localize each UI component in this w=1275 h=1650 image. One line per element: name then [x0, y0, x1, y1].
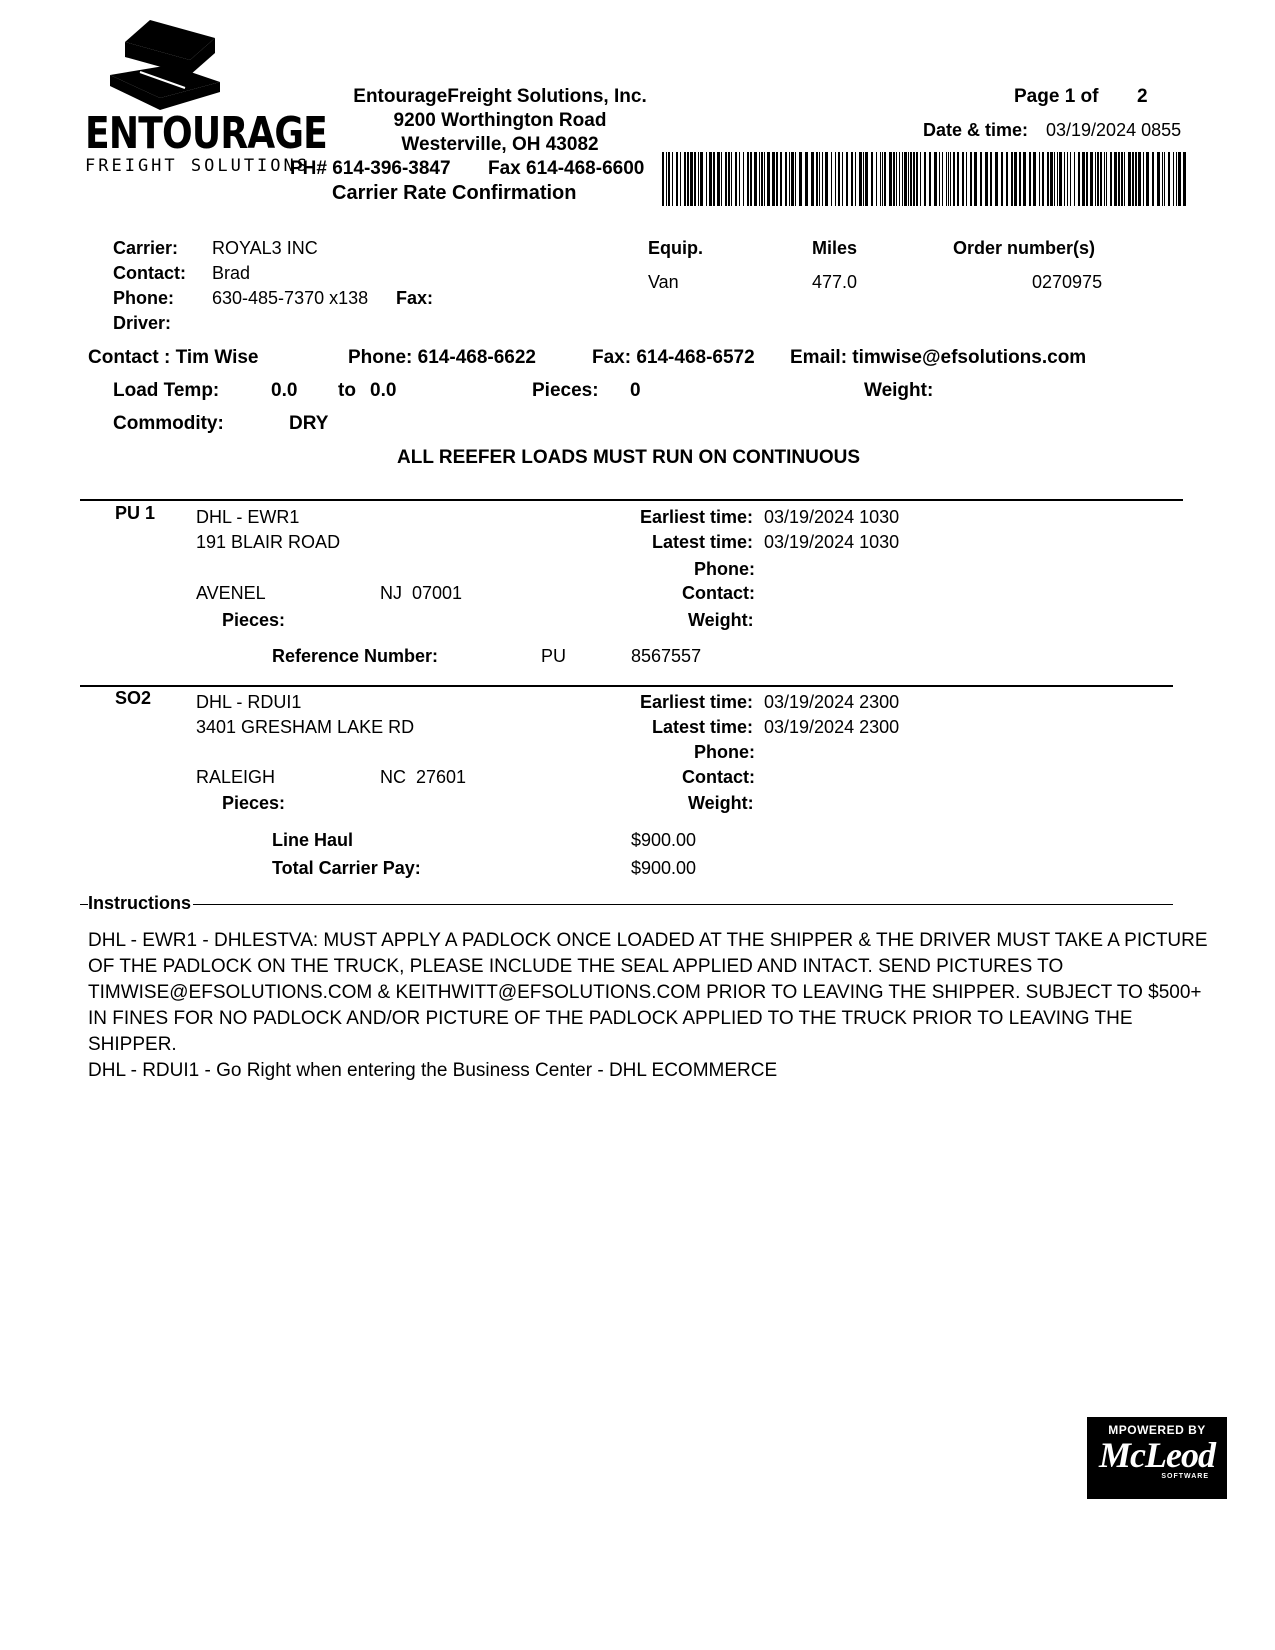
stacked-boxes-icon — [110, 20, 225, 120]
order-number-label: Order number(s) — [953, 238, 1096, 258]
datetime-label: Date & time: — [923, 120, 1029, 140]
stop-2-earliest: 03/19/2024 2300 — [764, 692, 900, 712]
broker-phone: Phone: 614-468-6622 — [348, 347, 536, 368]
reefer-notice: ALL REEFER LOADS MUST RUN ON CONTINUOUS — [397, 447, 861, 468]
instructions-paragraph-1: DHL - EWR1 - DHLESTVA: MUST APPLY A PADLOCK ONCE LOADED AT THE SHIPPER & THE DRIVER MUST TAKE A PICTURE OF THE PADLOCK ON THE TRUCK, PLEASE INCLUDE THE SEAL APPLIED AND INTACT. SEND PICTURES TO TIMWISE@EFSOLUTIONS.COM & KEITHWITT@EFSOLUTIONS.COM PRIOR TO LEAVING THE SHIPPER. SUBJECT TO $500+ IN FINES FOR NO PADLOCK AND/OR PICTURE OF THE PADLOCK APPLIED TO THE TRUCK PRIOR TO LEAVING THE SHIPPER. — [88, 930, 1208, 1055]
instructions-paragraph-2: DHL - RDUI1 - Go Right when entering the Business Center - DHL ECOMMERCE — [88, 1060, 778, 1081]
stop-1-latest-label: Latest time: — [652, 532, 754, 552]
stop-2-name: DHL - RDUI1 — [196, 692, 302, 712]
broker-contact: Contact : Tim Wise — [88, 347, 259, 368]
company-fax: Fax 614-468-6600 — [488, 158, 645, 179]
stop-1-latest: 03/19/2024 1030 — [764, 532, 900, 552]
stop-2-state-zip: NC 27601 — [380, 767, 467, 787]
stop-2-contact-label: Contact: — [682, 767, 755, 787]
broker-email: Email: timwise@efsolutions.com — [790, 347, 1087, 368]
order-number-value: 0270975 — [1032, 272, 1103, 292]
stop-2-earliest-label: Earliest time: — [640, 692, 754, 712]
stop-1-contact-label: Contact: — [682, 583, 755, 603]
stop-2-latest: 03/19/2024 2300 — [764, 717, 900, 737]
instructions-body — [88, 928, 1208, 1084]
logo-wordmark: ENTOURAGE — [85, 108, 328, 159]
stop-1-ref-value: 8567557 — [631, 646, 702, 666]
stop-2-pieces-label: Pieces: — [222, 793, 286, 813]
stop-1-city: AVENEL — [196, 583, 266, 603]
carrier-value: ROYAL3 INC — [212, 238, 318, 258]
stop-1-state-zip: NJ 07001 — [380, 583, 463, 603]
stop-2-weight-label: Weight: — [688, 793, 754, 813]
stop-2-address: 3401 GRESHAM LAKE RD — [196, 717, 415, 737]
equip-value: Van — [648, 272, 679, 292]
pieces-value: 0 — [630, 380, 641, 401]
barcode — [662, 152, 1190, 206]
page-total: 2 — [1137, 86, 1148, 107]
carrier-contact-label: Contact: — [113, 263, 186, 283]
stop-2-code: SO2 — [115, 688, 152, 708]
miles-value: 477.0 — [812, 272, 858, 292]
company-address-2: Westerville, OH 43082 — [401, 134, 599, 155]
company-address-1: 9200 Worthington Road — [393, 110, 607, 131]
linehaul-value: $900.00 — [631, 830, 697, 850]
linehaul-label: Line Haul — [272, 830, 354, 850]
carrier-fax-label: Fax: — [396, 288, 434, 308]
company-phone: PH# 614-396-3847 — [290, 158, 451, 179]
broker-fax: Fax: 614-468-6572 — [592, 347, 755, 368]
stop-1-code: PU 1 — [115, 503, 156, 523]
instructions-rule — [80, 904, 1173, 905]
load-temp-to-label: to — [338, 380, 356, 401]
total-pay-value: $900.00 — [631, 858, 697, 878]
badge-logo: McLeod — [1099, 1435, 1215, 1475]
weight-label: Weight: — [864, 380, 934, 401]
commodity-value: DRY — [289, 413, 329, 434]
commodity-label: Commodity: — [113, 413, 224, 434]
stop-1-phone-label: Phone: — [694, 559, 755, 579]
stop-1-ref-type: PU — [541, 646, 567, 666]
document-title: Carrier Rate Confirmation — [332, 182, 577, 204]
load-temp-label: Load Temp: — [113, 380, 220, 401]
stop-2-city: RALEIGH — [196, 767, 276, 787]
powered-by-badge — [1087, 1417, 1227, 1499]
stop-1-address: 191 BLAIR ROAD — [196, 532, 341, 552]
badge-line-3: SOFTWARE — [1161, 1473, 1209, 1480]
equip-label: Equip. — [648, 238, 703, 258]
miles-label: Miles — [812, 238, 858, 258]
page-label: Page 1 of — [1014, 86, 1099, 107]
load-temp-from: 0.0 — [271, 380, 298, 401]
stop-1-ref-label: Reference Number: — [272, 646, 439, 666]
stop-1-earliest-label: Earliest time: — [640, 507, 754, 527]
carrier-phone-label: Phone: — [113, 288, 174, 308]
carrier-label: Carrier: — [113, 238, 179, 258]
logo-subtitle: FREIGHT SOLUTIONS — [85, 156, 310, 176]
stop-2-latest-label: Latest time: — [652, 717, 754, 737]
load-temp-to: 0.0 — [370, 380, 397, 401]
stop-1-pieces-label: Pieces: — [222, 610, 286, 630]
datetime-value: 03/19/2024 0855 — [1046, 120, 1182, 140]
company-name: EntourageFreight Solutions, Inc. — [353, 86, 647, 107]
stop-2-top-rule — [80, 685, 1173, 687]
stop-2-phone-label: Phone: — [694, 742, 755, 762]
badge-line-1: MPOWERED BY — [1108, 1423, 1206, 1437]
stop-1-name: DHL - EWR1 — [196, 507, 300, 527]
stop-1-weight-label: Weight: — [688, 610, 754, 630]
pieces-label: Pieces: — [532, 380, 599, 401]
stop-1-earliest: 03/19/2024 1030 — [764, 507, 900, 527]
stop-1-top-rule — [80, 499, 1183, 501]
carrier-contact-value: Brad — [212, 263, 251, 283]
total-pay-label: Total Carrier Pay: — [272, 858, 421, 878]
instructions-heading: Instructions — [88, 893, 192, 913]
driver-label: Driver: — [113, 313, 172, 333]
carrier-phone-value: 630-485-7370 x138 — [212, 288, 369, 308]
